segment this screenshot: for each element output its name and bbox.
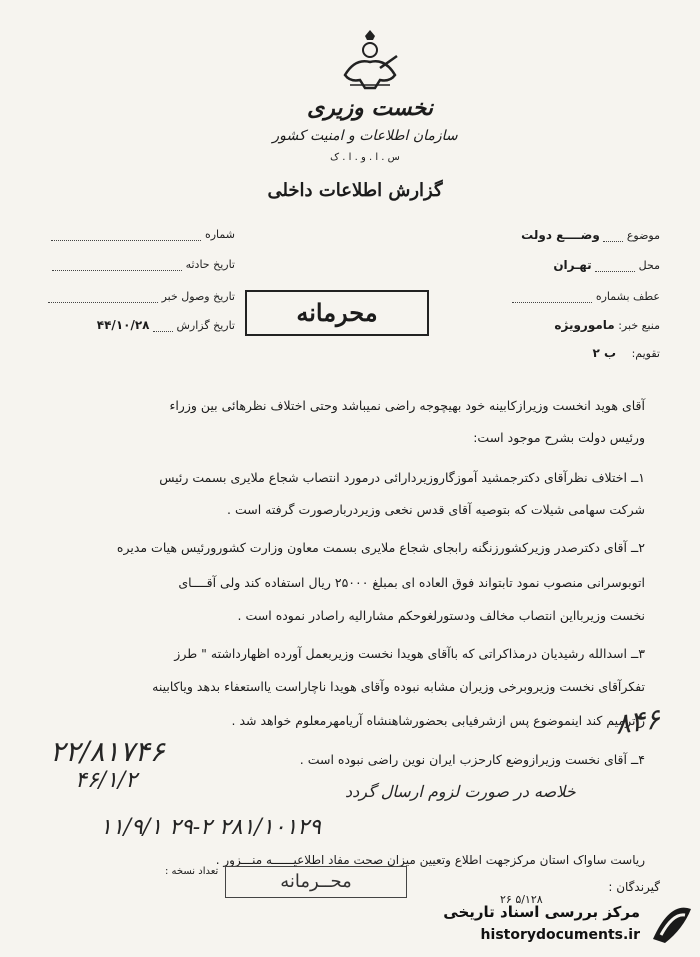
incident-date-field — [52, 258, 235, 271]
body-line-10: راترمیم کند اینموضوع پس ازشرفیابی بحضورشاهنشاه آریامهرمعلوم خواهد شد . — [231, 713, 645, 728]
handwritten-date-1: ۴۶/۱/۲ — [75, 768, 138, 793]
incident-date-label: تاریخ حادثه — [185, 258, 235, 271]
archive-url: historydocuments.ir — [480, 927, 640, 943]
org-abbreviation: س . ا . و . ا . ک — [330, 152, 400, 163]
calendar-label: تقویم: — [631, 347, 660, 360]
calendar-value: ب ۲ — [592, 346, 617, 360]
archive-code: ۲۶ ۵/۱۲۸ — [500, 893, 543, 906]
archive-name: مرکز بررسی اسناد تاریخی — [443, 903, 640, 921]
reference-field — [512, 290, 660, 303]
calendar-field — [593, 346, 660, 360]
archive-logo-icon — [645, 899, 695, 949]
subject-value: وضــــع دولت — [521, 228, 600, 242]
body-line-4: شرکت سهامی شیلات که بتوصیه آقای قدس نخعی وزیردربارصورت گرفته است . — [227, 502, 645, 517]
reference-label: عطف بشماره — [595, 290, 660, 303]
number-label: شماره — [204, 228, 235, 241]
number-field — [51, 228, 235, 241]
archive-watermark — [430, 895, 695, 953]
report-date-field — [97, 318, 235, 332]
report-date-label: تاریخ گزارش — [176, 319, 235, 332]
source-value: مامورویژه — [554, 318, 615, 332]
body-line-2: ورئیس دولت بشرح موجود است: — [473, 430, 645, 445]
body-line-1: آقای هوید انخست وزیرازکابینه خود بهیچوجه راضی نمیباشد وحتی اختلاف نظرهائی بین وزراء — [169, 398, 645, 413]
receipt-date-field — [48, 290, 235, 303]
receipt-date-label: تاریخ وصول خبر — [161, 290, 235, 303]
handwritten-note: خلاصه در صورت لزوم ارسال گردد — [345, 782, 576, 801]
report-title: گزارش اطلاعات داخلی — [267, 180, 443, 201]
recipients-label: گیرندگان : — [608, 880, 660, 894]
body-line-7: نخست وزیربااین انتصاب مخالف ودستورلغوحکم مشارالیه راصادر نموده است . — [237, 608, 645, 623]
place-value: تهـران — [553, 258, 592, 272]
body-line-5: ۲ــ آقای دکترصدر وزیرکشورزنگنه رابجای شجاع ملایری بسمت معاون وزارت کشورورئیس هیات مدیره — [116, 540, 645, 555]
body-line-3: ۱ــ اختلاف نظرآقای دکترجمشید آموزگاروزیردارائی درمورد انتصاب شجاع ملایری بسمت رئیس — [159, 470, 645, 485]
confidential-box-stamp: محــرمانه — [225, 866, 407, 898]
distribution-line: ریاست ساواک استان مرکزجهت اطلاع وتعیین میزان صحت مفاد اطلاعیــــــه منـــزور . — [215, 853, 645, 867]
place-field — [553, 258, 660, 272]
handwritten-date-2: ۱۱/۹/۱ ۲۹-۲ ۲۸۱/۱۰۱۲۹ — [100, 815, 321, 840]
body-line-11: ۴ــ آقای نخست وزیرازوضع کارحزب ایران نوین راضی نبوده است . — [299, 752, 645, 767]
body-line-9: تفکرآقای نخست وزیروبرخی وزیران مشابه نبوده وآقای هویدا ناچاراست یااستعفاء بدهد ویاکابینه — [152, 679, 645, 694]
report-date-value: ۴۴/۱۰/۲۸ — [96, 318, 150, 332]
subject-field — [521, 228, 660, 242]
confidential-stamp: محرمانه — [245, 290, 429, 336]
source-label: منبع خبر: — [618, 319, 660, 332]
copies-label: تعداد نسخه : — [165, 866, 219, 877]
org-name-prime-ministry: نخست وزیری — [307, 95, 433, 121]
body-line-8: ۳ــ اسدالله رشیدیان درمذاکراتی که باآقای هویدا نخست وزیربعمل آورده اظهارداشته " طرز — [174, 646, 645, 661]
subject-label: موضوع — [626, 229, 660, 242]
lion-and-sun-emblem-icon — [335, 30, 405, 92]
org-name-savak: سازمان اطلاعات و امنیت کشور — [272, 128, 458, 144]
handwritten-number: ۲۲/۸۱۷۴۶ — [50, 735, 165, 768]
margin-number: ۸۴۶ — [612, 702, 663, 741]
place-label: محل — [638, 259, 660, 272]
body-line-6: اتوبوسرانی منصوب نمود تابتواند فوق العاده ای بمبلغ ۲۵۰۰۰ ریال استفاده کند ولی آقــــای — [178, 575, 645, 590]
source-field — [554, 318, 660, 332]
